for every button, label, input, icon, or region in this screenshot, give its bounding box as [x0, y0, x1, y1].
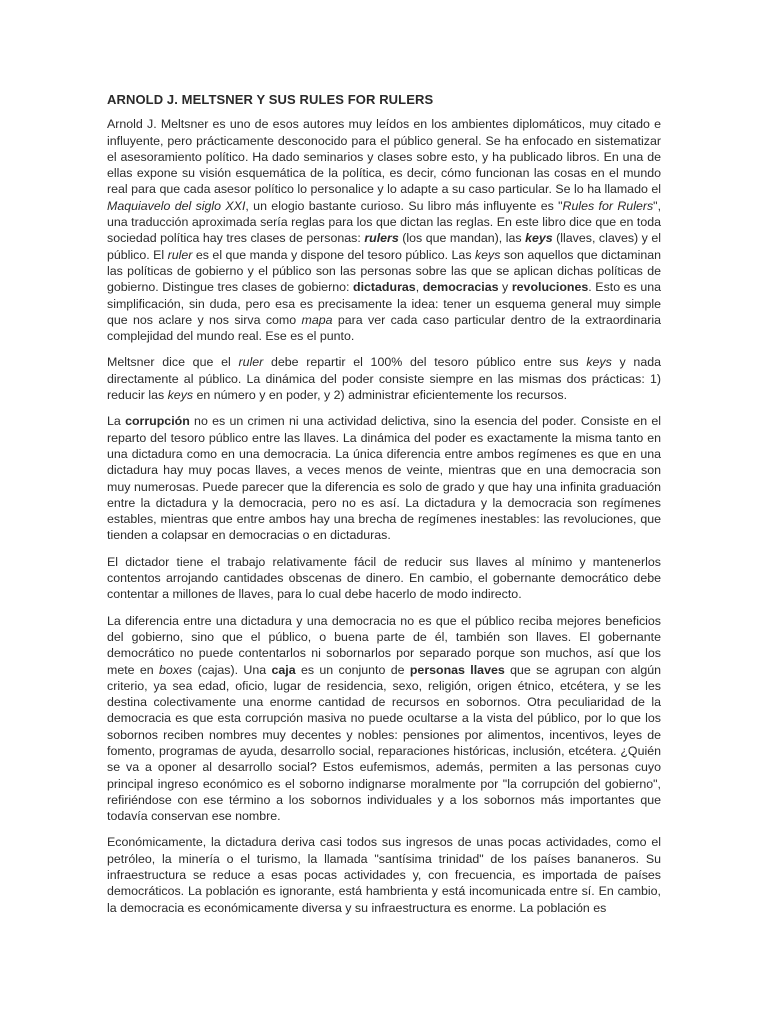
paragraph-text: ", una traducción aproximada sería reglas para los que dictan las reglas. En este libro dice que en toda sociedad política hay tres clases de personas: [107, 198, 662, 246]
paragraph-text: La [107, 414, 126, 429]
paragraph-text: para ver cada caso particular dentro de la extraordinaria complejidad del mundo real. Ese es el punto. [107, 312, 661, 344]
bold-term: corrupción [125, 414, 190, 429]
paragraph-text: Arnold J. Meltsner es uno de esos autores muy leídos en los ambientes diplomáticos, muy citado e influyente, pero prácticamente desconocido para el público general. Se ha enfocado en sistematizar el asesoramiento político. Ha dado seminarios y clases sobre esto, y ha publicado libros. En una de ellas expone su visión esquemática de la política, es decir, cómo funcionan las cosas en el mundo real para que cada asesor político lo personalice y lo adapte a su caso particular. Se lo ha llamado el [107, 117, 661, 197]
paragraph-text: . Esto es una simplificación, sin duda, pero esa es precisamente la idea: tener un esquema general muy simple que nos aclare y nos sirva como [107, 280, 662, 327]
italic-term: ruler [167, 247, 193, 262]
paragraph-text: y nada directamente al público. La dinámica del poder consiste siempre en las mismas dos prácticas: 1) reducir las [107, 355, 661, 403]
italic-term: Maquiavelo del siglo XXI [107, 198, 246, 213]
italic-term: keys [586, 355, 612, 370]
paragraph-text: son aquellos que dictaminan las políticas de gobierno y el público son las personas sobre las que se aplican dichas políticas de gobierno. Distingue tres clases de gobierno: [107, 247, 661, 295]
paragraph-text: (llaves, claves) y el público. El [107, 231, 661, 262]
bold-italic-term: keys [525, 231, 553, 246]
paragraph-text: es el que manda y dispone del tesoro público. Las [192, 247, 475, 262]
bold-term: dictaduras [353, 280, 416, 295]
paragraph-text: (los que mandan), las [398, 231, 526, 246]
paragraph-text: El dictador tiene el trabajo relativamente fácil de reducir sus llaves al mínimo y mantenerlos contentos arrojando cantidades obscenas de dinero. En cambio, el gobernante democrático debe contentar a millones de llaves, para lo cual debe hacerlo de modo indirecto. [107, 554, 661, 602]
paragraph-text: y [498, 280, 512, 295]
italic-term: keys [167, 388, 194, 403]
paragraph-text: debe repartir el 100% del tesoro público entre sus [263, 355, 587, 370]
paragraph [107, 834, 661, 915]
bold-term: caja [271, 662, 296, 677]
paragraph-text: , [415, 280, 423, 295]
paragraph [107, 354, 661, 403]
paragraph-text: es un conjunto de [295, 662, 410, 677]
paragraph-text: en número y en poder, y 2) administrar eficientemente los recursos. [193, 388, 568, 403]
paragraph-text: (cajas). Una [192, 662, 272, 677]
bold-term: personas llaves [409, 662, 505, 677]
italic-term: keys [474, 247, 501, 262]
document-title: ARNOLD J. MELTSNER Y SUS RULES FOR RULERS [107, 92, 434, 107]
paragraph [107, 613, 661, 825]
italic-term: mapa [301, 312, 333, 327]
paragraph [107, 413, 661, 543]
italic-term: Rules for Rulers [562, 198, 654, 213]
italic-term: ruler [238, 355, 264, 370]
paragraph-text: que se agrupan con algún criterio, ya sea edad, oficio, lugar de residencia, sexo, religión, origen étnico, etcétera, y se les destina colectivamente una enorme cantidad de recursos en sobornos. Otra peculiaridad de la democracia es que esta corrupción masiva no puede ocultarse a la vista del público, por lo que los sobornos reciben nombres muy decentes y nobles: pensiones por alimentos, incentivos, leyes de fomento, programas de ayuda, desarrollo social, reparaciones históricas, inclusión, etcétera. ¿Quién se va a oponer al desarrollo social? Estos eufemismos, además, permiten a las personas cuyo principal ingreso económico es el soborno indignarse moralmente por "la corrupción del gobierno", refiriéndose con ese término a los sobornos individuales y a los sobornos más importantes que todavía conservan ese nombre. [107, 662, 662, 824]
paragraph-text: , un elogio bastante curioso. Su libro más influyente es " [245, 198, 563, 213]
paragraph-text: Meltsner dice que el [107, 355, 239, 370]
paragraph-text: La diferencia entre una dictadura y una democracia no es que el público reciba mejores beneficios del gobierno, sino que el público, o buena parte de él, también son llaves. El gobernante democrático no puede contentarlos ni sobornarlos por separado porque son muchos, así que los mete en [107, 613, 661, 677]
bold-term: democracias [422, 280, 499, 295]
document-page [107, 92, 661, 926]
paragraph [107, 116, 661, 344]
bold-term: revoluciones [511, 280, 589, 295]
paragraph [107, 554, 661, 603]
italic-term: boxes [159, 662, 193, 677]
paragraph-text: no es un crimen ni una actividad delictiva, sino la esencia del poder. Consiste en el reparto del tesoro público entre las llaves. La dinámica del poder es exactamente la misma tanto en una dictadura como en una democracia. La única diferencia entre ambos regímenes es que en una dictadura hay muy pocas llaves, a veces menos de veinte, mientras que en una democracia son muy numerosas. Puede parecer que la diferencia es solo de grado y que hay una infinita graduación entre la dictadura y la democracia, pero no es así. La dictadura y la democracia son regímenes estables, mientras que entre ambos hay una brecha de regímenes inestables: las revoluciones, que tienden a colapsar en democracias o en dictaduras. [107, 414, 661, 543]
bold-italic-term: rulers [364, 231, 399, 246]
paragraph-text: Económicamente, la dictadura deriva casi todos sus ingresos de unas pocas actividades, como el petróleo, la minería o el turismo, la llamada "santísima trinidad" de los países bananeros. Su infraestructura se reduce a esas pocas actividades y, con frecuencia, es importada de países democráticos. La población es ignorante, está hambrienta y está incomunicada entre sí. En cambio, la democracia es económicamente diversa y su infraestructura es enorme. La población es [107, 835, 661, 915]
